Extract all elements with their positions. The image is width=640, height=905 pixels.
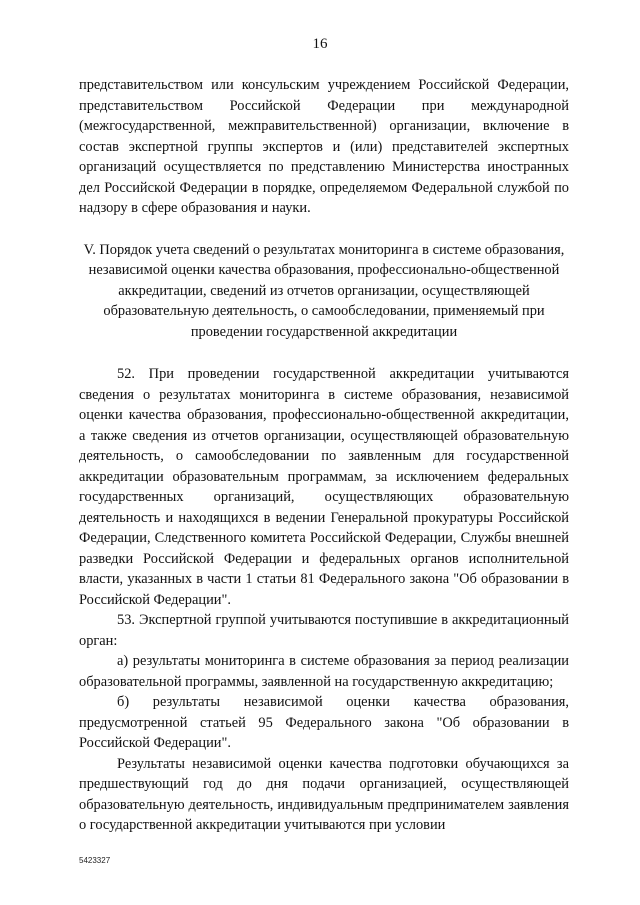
document-body <box>79 75 569 836</box>
page-number: 16 <box>312 36 328 52</box>
paragraph-53-a: а) результаты мониторинга в системе образования за период реализации образовательной программы, заявленной на государственную аккредитацию; <box>79 653 569 690</box>
document-code: 5423327 <box>79 856 111 865</box>
paragraph-53: 53. Экспертной группой учитываются поступившие в аккредитационный орган: <box>79 612 569 649</box>
section-heading: V. Порядок учета сведений о результатах мониторинга в системе образования, независимой оценки качества образования, профессионально-общественной аккредитации, сведений из отчетов организации, осуществляющей образовательную деятельность, о самообследовании, применяемый при проведении государственной аккредитации <box>83 241 565 340</box>
paragraph-intro: представительством или консульским учреждением Российской Федерации, представительством Российской Федерации при международной (межгосударственной, межправительственной) организации, включение в состав экспертной группы экспертов и (или) представителей экспертных организаций осуществляется по представлению Министерства иностранных дел Российской Федерации в порядке, определяемом Федеральной службой по надзору в сфере образования и науки. <box>79 77 569 216</box>
paragraph-results: Результаты независимой оценки качества подготовки обучающихся за предшествующий год до дня подачи организацией, осуществляющей образовательную деятельность, индивидуальным предпринимателем заявления о государственной аккредитации учитываются при условии <box>79 755 569 833</box>
paragraph-53-b: б) результаты независимой оценки качества образования, предусмотренной статьей 95 Федерального закона "Об образовании в Российской Федерации". <box>79 694 569 751</box>
paragraph-52: 52. При проведении государственной аккредитации учитываются сведения о результатах мониторинга в системе образования, независимой оценки качества образования, профессионально-общественной аккредитации, а также сведения из отчетов организации, осуществляющей образовательную деятельность, о самообследовании по заявленным для государственной аккредитации образовательным программам, за исключением федеральных государственных организаций, осуществляющих образовательную деятельность и находящихся в ведении Генеральной прокуратуры Российской Федерации, Следственного комитета Российской Федерации, Службы внешней разведки Российской Федерации и федеральных органов исполнительной власти, указанных в части 1 статьи 81 Федерального закона "Об образовании в Российской Федерации". <box>79 366 569 608</box>
